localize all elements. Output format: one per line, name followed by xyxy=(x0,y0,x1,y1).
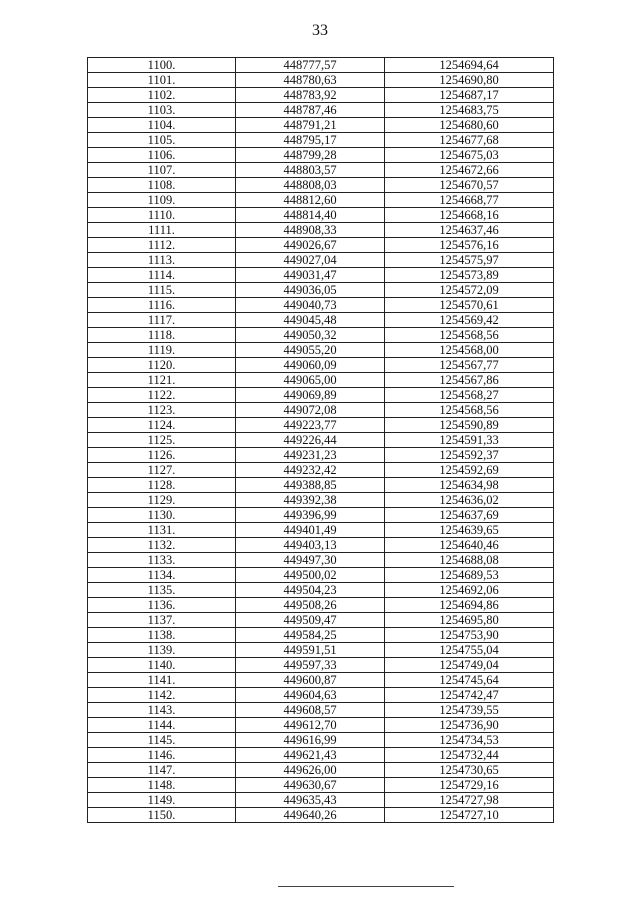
x-coordinate-cell: 449226,44 xyxy=(236,433,385,448)
table-row xyxy=(88,493,554,508)
point-number-cell: 1100. xyxy=(88,58,236,73)
y-coordinate-cell: 1254694,86 xyxy=(385,598,554,613)
x-coordinate-cell: 448803,57 xyxy=(236,163,385,178)
table-row xyxy=(88,538,554,553)
y-coordinate-cell: 1254680,60 xyxy=(385,118,554,133)
point-number-cell: 1126. xyxy=(88,448,236,463)
table-row xyxy=(88,463,554,478)
y-coordinate-cell: 1254572,09 xyxy=(385,283,554,298)
point-number-cell: 1117. xyxy=(88,313,236,328)
x-coordinate-cell: 448780,63 xyxy=(236,73,385,88)
point-number-cell: 1141. xyxy=(88,673,236,688)
x-coordinate-cell: 449060,09 xyxy=(236,358,385,373)
point-number-cell: 1101. xyxy=(88,73,236,88)
y-coordinate-cell: 1254689,53 xyxy=(385,568,554,583)
point-number-cell: 1104. xyxy=(88,118,236,133)
y-coordinate-cell: 1254668,77 xyxy=(385,193,554,208)
y-coordinate-cell: 1254727,98 xyxy=(385,793,554,808)
point-number-cell: 1148. xyxy=(88,778,236,793)
x-coordinate-cell: 449396,99 xyxy=(236,508,385,523)
x-coordinate-cell: 449584,25 xyxy=(236,628,385,643)
point-number-cell: 1115. xyxy=(88,283,236,298)
table-row xyxy=(88,328,554,343)
table-row xyxy=(88,178,554,193)
table-row xyxy=(88,763,554,778)
table-row xyxy=(88,433,554,448)
y-coordinate-cell: 1254634,98 xyxy=(385,478,554,493)
x-coordinate-cell: 448787,46 xyxy=(236,103,385,118)
y-coordinate-cell: 1254575,97 xyxy=(385,253,554,268)
table-row xyxy=(88,403,554,418)
point-number-cell: 1149. xyxy=(88,793,236,808)
y-coordinate-cell: 1254590,89 xyxy=(385,418,554,433)
x-coordinate-cell: 449621,43 xyxy=(236,748,385,763)
y-coordinate-cell: 1254639,65 xyxy=(385,523,554,538)
point-number-cell: 1146. xyxy=(88,748,236,763)
y-coordinate-cell: 1254568,00 xyxy=(385,343,554,358)
x-coordinate-cell: 449626,00 xyxy=(236,763,385,778)
y-coordinate-cell: 1254568,56 xyxy=(385,328,554,343)
y-coordinate-cell: 1254675,03 xyxy=(385,148,554,163)
x-coordinate-cell: 449640,26 xyxy=(236,808,385,823)
y-coordinate-cell: 1254687,17 xyxy=(385,88,554,103)
table-row xyxy=(88,388,554,403)
x-coordinate-cell: 449050,32 xyxy=(236,328,385,343)
x-coordinate-cell: 449600,87 xyxy=(236,673,385,688)
point-number-cell: 1106. xyxy=(88,148,236,163)
x-coordinate-cell: 449045,48 xyxy=(236,313,385,328)
bottom-divider xyxy=(278,886,454,887)
y-coordinate-cell: 1254570,61 xyxy=(385,298,554,313)
table-row xyxy=(88,598,554,613)
point-number-cell: 1137. xyxy=(88,613,236,628)
y-coordinate-cell: 1254672,66 xyxy=(385,163,554,178)
y-coordinate-cell: 1254636,02 xyxy=(385,493,554,508)
coordinates-table-body xyxy=(88,58,554,823)
table-row xyxy=(88,613,554,628)
point-number-cell: 1144. xyxy=(88,718,236,733)
y-coordinate-cell: 1254692,06 xyxy=(385,583,554,598)
point-number-cell: 1129. xyxy=(88,493,236,508)
table-row xyxy=(88,703,554,718)
y-coordinate-cell: 1254753,90 xyxy=(385,628,554,643)
table-row xyxy=(88,808,554,823)
y-coordinate-cell: 1254742,47 xyxy=(385,688,554,703)
point-number-cell: 1124. xyxy=(88,418,236,433)
y-coordinate-cell: 1254637,69 xyxy=(385,508,554,523)
x-coordinate-cell: 449388,85 xyxy=(236,478,385,493)
table-row xyxy=(88,793,554,808)
table-row xyxy=(88,733,554,748)
point-number-cell: 1107. xyxy=(88,163,236,178)
y-coordinate-cell: 1254694,64 xyxy=(385,58,554,73)
table-row xyxy=(88,103,554,118)
y-coordinate-cell: 1254736,90 xyxy=(385,718,554,733)
point-number-cell: 1145. xyxy=(88,733,236,748)
y-coordinate-cell: 1254576,16 xyxy=(385,238,554,253)
y-coordinate-cell: 1254690,80 xyxy=(385,73,554,88)
x-coordinate-cell: 449031,47 xyxy=(236,268,385,283)
y-coordinate-cell: 1254670,57 xyxy=(385,178,554,193)
table-row xyxy=(88,238,554,253)
table-row xyxy=(88,193,554,208)
y-coordinate-cell: 1254592,37 xyxy=(385,448,554,463)
table-row xyxy=(88,358,554,373)
table-row xyxy=(88,283,554,298)
point-number-cell: 1130. xyxy=(88,508,236,523)
table-row xyxy=(88,673,554,688)
y-coordinate-cell: 1254637,46 xyxy=(385,223,554,238)
x-coordinate-cell: 449500,02 xyxy=(236,568,385,583)
point-number-cell: 1150. xyxy=(88,808,236,823)
x-coordinate-cell: 448791,21 xyxy=(236,118,385,133)
point-number-cell: 1136. xyxy=(88,598,236,613)
x-coordinate-cell: 449635,43 xyxy=(236,793,385,808)
table-row xyxy=(88,313,554,328)
y-coordinate-cell: 1254640,46 xyxy=(385,538,554,553)
x-coordinate-cell: 448799,28 xyxy=(236,148,385,163)
x-coordinate-cell: 449392,38 xyxy=(236,493,385,508)
point-number-cell: 1122. xyxy=(88,388,236,403)
x-coordinate-cell: 449065,00 xyxy=(236,373,385,388)
x-coordinate-cell: 449604,63 xyxy=(236,688,385,703)
table-row xyxy=(88,778,554,793)
x-coordinate-cell: 449630,67 xyxy=(236,778,385,793)
x-coordinate-cell: 449223,77 xyxy=(236,418,385,433)
x-coordinate-cell: 449504,23 xyxy=(236,583,385,598)
table-row xyxy=(88,418,554,433)
y-coordinate-cell: 1254729,16 xyxy=(385,778,554,793)
point-number-cell: 1109. xyxy=(88,193,236,208)
x-coordinate-cell: 448814,40 xyxy=(236,208,385,223)
x-coordinate-cell: 449509,47 xyxy=(236,613,385,628)
page-number: 33 xyxy=(312,22,328,39)
x-coordinate-cell: 448795,17 xyxy=(236,133,385,148)
point-number-cell: 1139. xyxy=(88,643,236,658)
table-row xyxy=(88,58,554,73)
table-row xyxy=(88,148,554,163)
table-row xyxy=(88,658,554,673)
y-coordinate-cell: 1254749,04 xyxy=(385,658,554,673)
table-row xyxy=(88,628,554,643)
point-number-cell: 1125. xyxy=(88,433,236,448)
x-coordinate-cell: 448812,60 xyxy=(236,193,385,208)
table-row xyxy=(88,748,554,763)
point-number-cell: 1105. xyxy=(88,133,236,148)
x-coordinate-cell: 449072,08 xyxy=(236,403,385,418)
table-row xyxy=(88,553,554,568)
point-number-cell: 1120. xyxy=(88,358,236,373)
table-row xyxy=(88,88,554,103)
x-coordinate-cell: 449608,57 xyxy=(236,703,385,718)
y-coordinate-cell: 1254568,56 xyxy=(385,403,554,418)
y-coordinate-cell: 1254745,64 xyxy=(385,673,554,688)
x-coordinate-cell: 449026,67 xyxy=(236,238,385,253)
y-coordinate-cell: 1254688,08 xyxy=(385,553,554,568)
point-number-cell: 1132. xyxy=(88,538,236,553)
point-number-cell: 1113. xyxy=(88,253,236,268)
table-row xyxy=(88,583,554,598)
y-coordinate-cell: 1254569,42 xyxy=(385,313,554,328)
table-row xyxy=(88,208,554,223)
y-coordinate-cell: 1254668,16 xyxy=(385,208,554,223)
point-number-cell: 1121. xyxy=(88,373,236,388)
x-coordinate-cell: 449232,42 xyxy=(236,463,385,478)
table-row xyxy=(88,643,554,658)
y-coordinate-cell: 1254677,68 xyxy=(385,133,554,148)
x-coordinate-cell: 449231,23 xyxy=(236,448,385,463)
point-number-cell: 1140. xyxy=(88,658,236,673)
point-number-cell: 1128. xyxy=(88,478,236,493)
coordinates-table xyxy=(87,57,554,823)
x-coordinate-cell: 449597,33 xyxy=(236,658,385,673)
table-row xyxy=(88,688,554,703)
table-row xyxy=(88,163,554,178)
x-coordinate-cell: 449508,26 xyxy=(236,598,385,613)
x-coordinate-cell: 449040,73 xyxy=(236,298,385,313)
point-number-cell: 1134. xyxy=(88,568,236,583)
y-coordinate-cell: 1254734,53 xyxy=(385,733,554,748)
x-coordinate-cell: 448777,57 xyxy=(236,58,385,73)
y-coordinate-cell: 1254592,69 xyxy=(385,463,554,478)
y-coordinate-cell: 1254739,55 xyxy=(385,703,554,718)
x-coordinate-cell: 449591,51 xyxy=(236,643,385,658)
x-coordinate-cell: 448808,03 xyxy=(236,178,385,193)
table-row xyxy=(88,223,554,238)
point-number-cell: 1118. xyxy=(88,328,236,343)
y-coordinate-cell: 1254567,77 xyxy=(385,358,554,373)
table-row xyxy=(88,523,554,538)
table-row xyxy=(88,448,554,463)
point-number-cell: 1135. xyxy=(88,583,236,598)
point-number-cell: 1108. xyxy=(88,178,236,193)
x-coordinate-cell: 449027,04 xyxy=(236,253,385,268)
point-number-cell: 1142. xyxy=(88,688,236,703)
y-coordinate-cell: 1254695,80 xyxy=(385,613,554,628)
table-row xyxy=(88,268,554,283)
x-coordinate-cell: 449403,13 xyxy=(236,538,385,553)
y-coordinate-cell: 1254683,75 xyxy=(385,103,554,118)
x-coordinate-cell: 448783,92 xyxy=(236,88,385,103)
point-number-cell: 1119. xyxy=(88,343,236,358)
point-number-cell: 1143. xyxy=(88,703,236,718)
point-number-cell: 1116. xyxy=(88,298,236,313)
x-coordinate-cell: 449497,30 xyxy=(236,553,385,568)
point-number-cell: 1138. xyxy=(88,628,236,643)
point-number-cell: 1114. xyxy=(88,268,236,283)
x-coordinate-cell: 449055,20 xyxy=(236,343,385,358)
x-coordinate-cell: 449616,99 xyxy=(236,733,385,748)
y-coordinate-cell: 1254573,89 xyxy=(385,268,554,283)
y-coordinate-cell: 1254568,27 xyxy=(385,388,554,403)
point-number-cell: 1111. xyxy=(88,223,236,238)
y-coordinate-cell: 1254730,65 xyxy=(385,763,554,778)
table-row xyxy=(88,478,554,493)
y-coordinate-cell: 1254732,44 xyxy=(385,748,554,763)
table-row xyxy=(88,508,554,523)
point-number-cell: 1112. xyxy=(88,238,236,253)
point-number-cell: 1123. xyxy=(88,403,236,418)
y-coordinate-cell: 1254727,10 xyxy=(385,808,554,823)
point-number-cell: 1133. xyxy=(88,553,236,568)
point-number-cell: 1102. xyxy=(88,88,236,103)
x-coordinate-cell: 448908,33 xyxy=(236,223,385,238)
point-number-cell: 1131. xyxy=(88,523,236,538)
table-row xyxy=(88,718,554,733)
x-coordinate-cell: 449036,05 xyxy=(236,283,385,298)
table-row xyxy=(88,118,554,133)
table-row xyxy=(88,73,554,88)
x-coordinate-cell: 449401,49 xyxy=(236,523,385,538)
table-row xyxy=(88,298,554,313)
table-row xyxy=(88,373,554,388)
point-number-cell: 1147. xyxy=(88,763,236,778)
y-coordinate-cell: 1254755,04 xyxy=(385,643,554,658)
table-row xyxy=(88,133,554,148)
x-coordinate-cell: 449612,70 xyxy=(236,718,385,733)
point-number-cell: 1103. xyxy=(88,103,236,118)
table-row xyxy=(88,253,554,268)
y-coordinate-cell: 1254567,86 xyxy=(385,373,554,388)
table-row xyxy=(88,343,554,358)
point-number-cell: 1110. xyxy=(88,208,236,223)
point-number-cell: 1127. xyxy=(88,463,236,478)
x-coordinate-cell: 449069,89 xyxy=(236,388,385,403)
table-row xyxy=(88,568,554,583)
y-coordinate-cell: 1254591,33 xyxy=(385,433,554,448)
